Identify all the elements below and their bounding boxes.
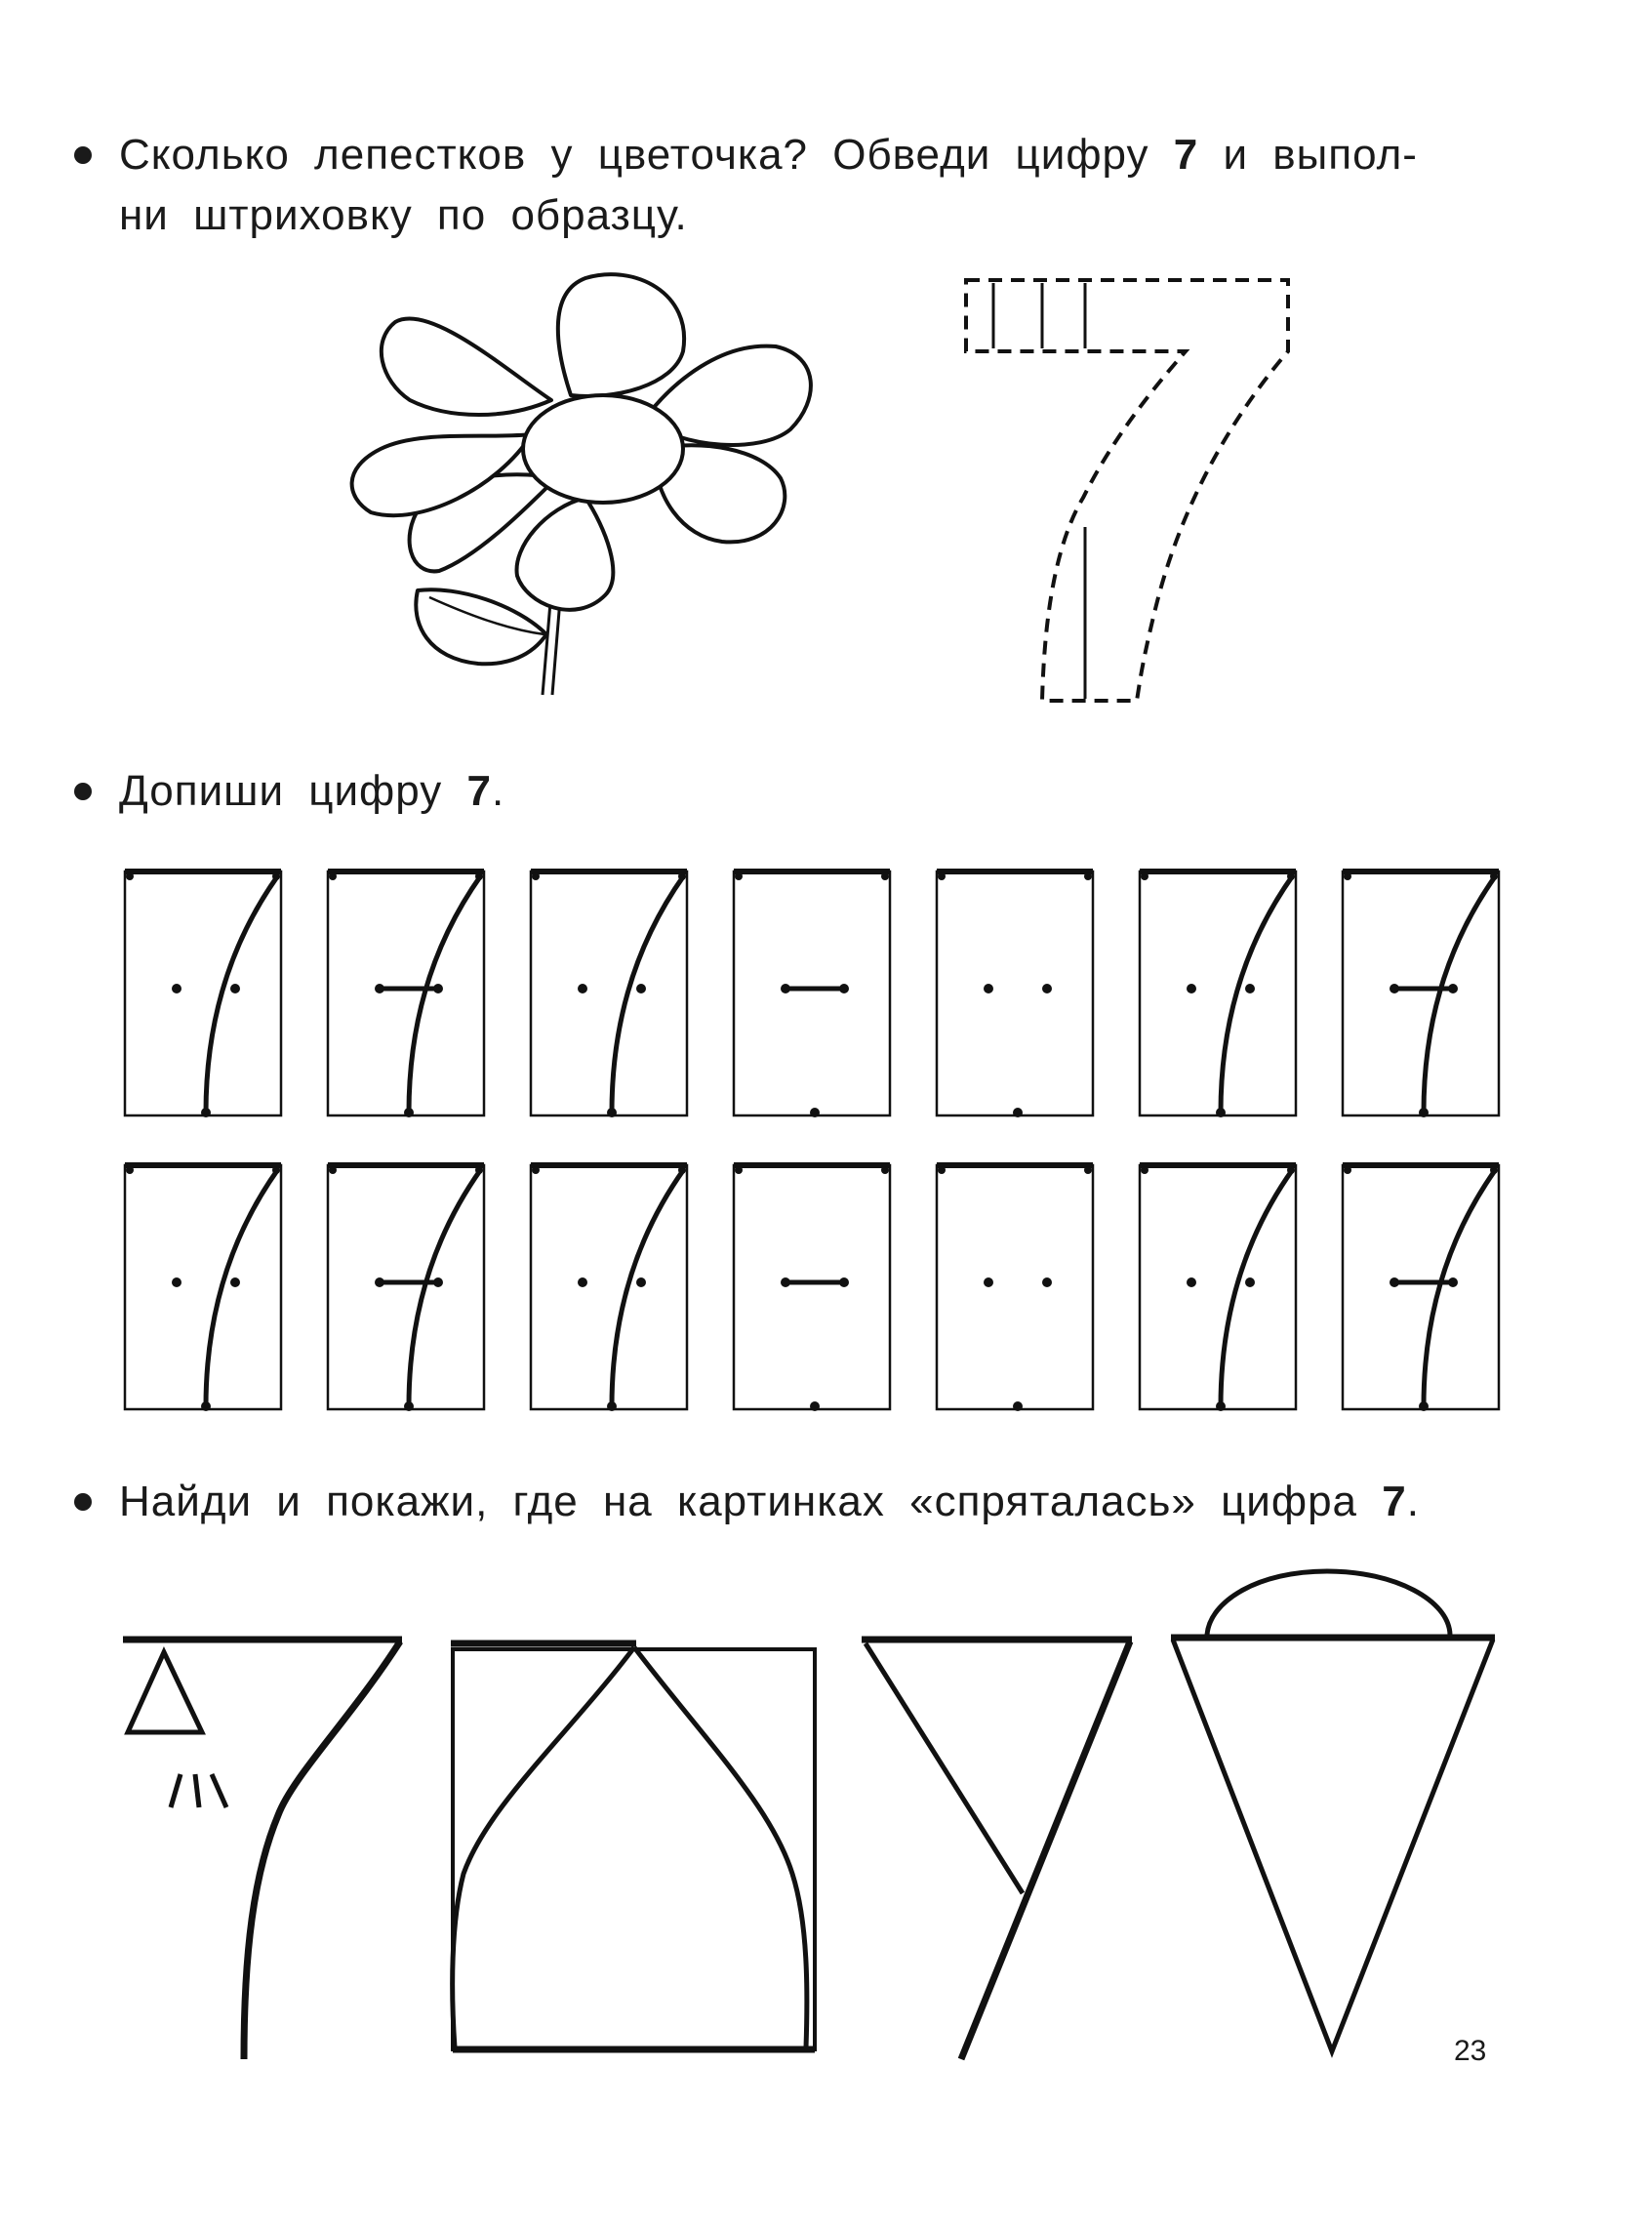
dome-seven-picture <box>451 1643 815 2049</box>
lamp-seven-picture <box>123 1640 402 2059</box>
task-1-bold-digit: 7 <box>1173 131 1199 179</box>
task-2-bold-digit: 7 <box>466 767 492 815</box>
task-3-text-part: Найди и покажи, где на картинках «спряталась» цифра <box>119 1478 1358 1525</box>
task-1-text-end: и выпол- <box>1223 131 1418 179</box>
task-2-text-end: . <box>491 767 505 815</box>
task-2-text-part: Допиши цифру <box>119 767 443 815</box>
triangle-seven-picture <box>862 1640 1132 2059</box>
task-1-text-part: Сколько лепестков у цветочка? Обведи цифру <box>119 131 1149 179</box>
page-number: 23 <box>1454 2035 1487 2067</box>
task-3-text-end: . <box>1406 1478 1420 1525</box>
ice-cream-seven-picture <box>1171 1571 1495 2051</box>
task-1-text-line2: ни штриховку по образцу. <box>119 191 688 239</box>
task-3-bold-digit: 7 <box>1382 1478 1407 1525</box>
